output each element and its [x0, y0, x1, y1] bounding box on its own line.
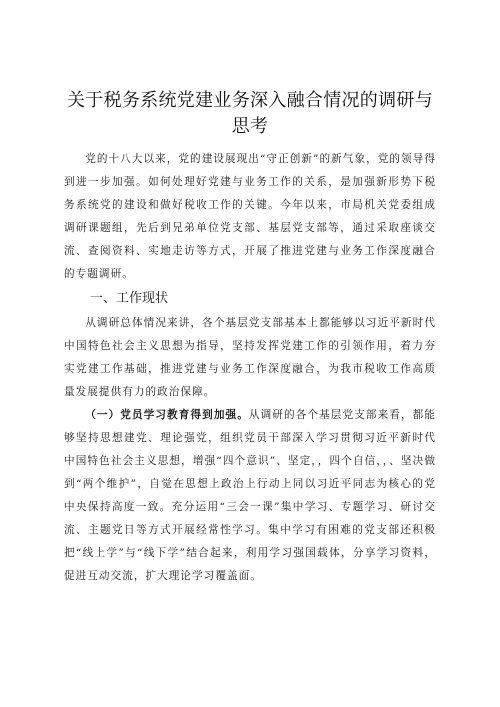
section-paragraph-overview: 从调研总体情况来讲，各个基层党支部基本上都能够以习近平新时代中国特色社会主义思想为指导，坚持发挥党建工作的引领作用，着力夯实党建工作基础，推进党建与业务工作深度融合，为我市税收工作高质量发展提供有力的政治保障。: [64, 317, 436, 398]
document-title: 关于税务系统党建业务深入融合情况的调研与思考: [67, 90, 433, 137]
subsection-heading-study: （一）党员学习教育得到加强。: [85, 409, 249, 421]
subsection-paragraph-study: [64, 404, 436, 588]
subsection-text-study: 从调研的各个基层党支部来看，都能够坚持思想建党、理论强党，组织党员干部深入学习贯彻习近平新时代中国特色社会主义思想，增强“四个意识”、坚定，，四个自信，，、坚决做到“两个维护”，自觉在思想上政治上行动上同以习近平同志为核心的党中央保持高度一致。充分运用“三会一课”集中学习、专题学习、研讨交流、主题党日等方式开展经常性学习。集中学习有困难的党支部还积极把“线上学”与“线下学”结合起来，利用学习强国载体，分享学习资料，促进互动交流，扩大理论学习覆盖面。: [64, 409, 436, 582]
section-heading-work-status: 一、工作现状: [90, 291, 169, 306]
intro-paragraph: 党的十八大以来，党的建设展现出“守正创新”的新气象，党的领导得到进一步加强。如何处理好党建与业务工作的关系，是加强新形势下税务系统党的建设和做好税收工作的关键。今年以来，市局机关党委组成调研课题组，先后到兄弟单位党支部、基层党支部等，通过采取座谈交流、查阅资料、实地走访等方式，开展了推进党建与业务工作深度融合的专题调研。: [64, 153, 436, 280]
